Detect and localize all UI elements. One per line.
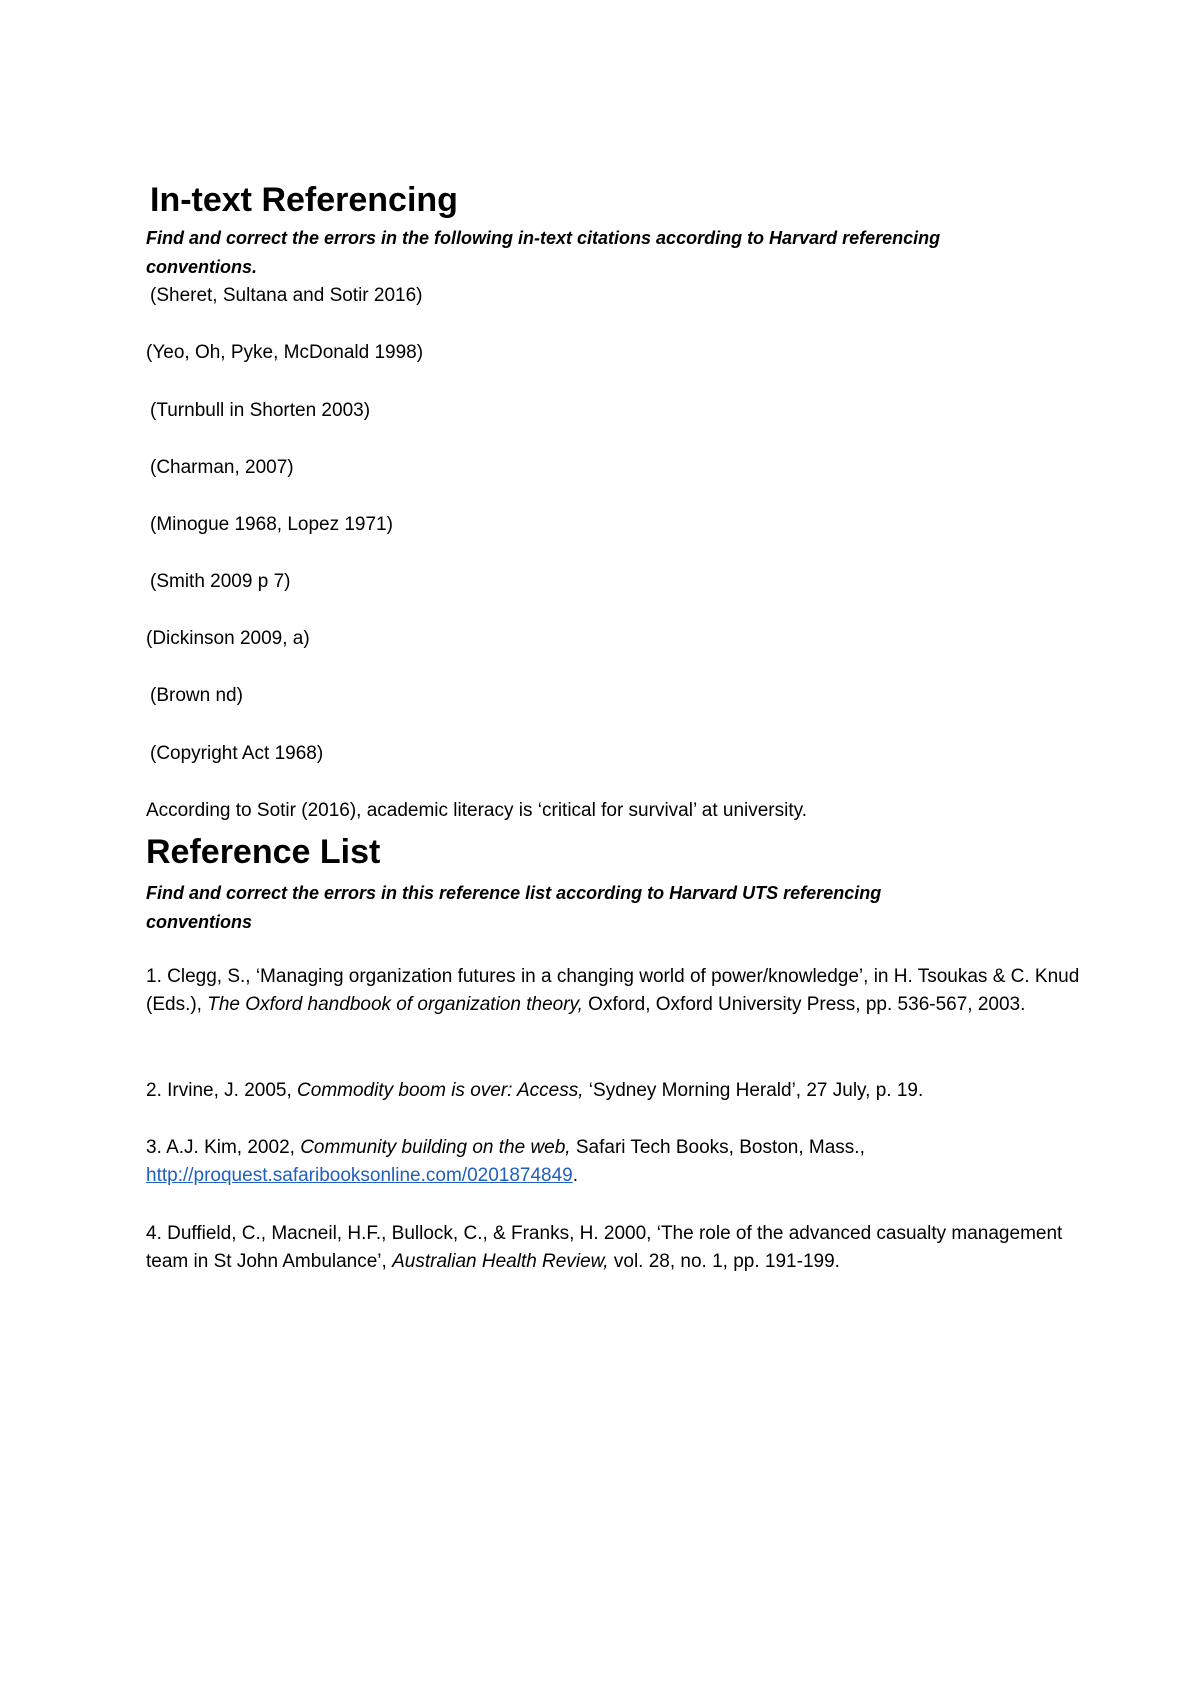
intext-instruction-line1: Find and correct the errors in the following in-text citations according to Harvard referencing	[146, 228, 941, 248]
reference-entry-2	[146, 1077, 1086, 1105]
reflist-instruction-line1: Find and correct the errors in this reference list according to Harvard UTS referencing	[146, 883, 882, 903]
reference-entry-3	[146, 1134, 1086, 1190]
reference-text: 3. A.J. Kim, 2002,	[146, 1137, 301, 1158]
reference-title: Community building on the web,	[300, 1137, 571, 1158]
reference-title: The Oxford handbook of organization theory,	[207, 994, 583, 1015]
intext-instruction-line2: conventions.	[146, 257, 258, 277]
reference-title: Commodity boom is over: Access,	[297, 1080, 584, 1101]
reference-text: ‘Sydney Morning Herald’, 27 July, p. 19.	[583, 1080, 924, 1101]
reference-entry-1	[146, 963, 1086, 1019]
reference-text: Safari Tech Books, Boston, Mass.,	[570, 1137, 865, 1158]
intext-sentence: According to Sotir (2016), academic literacy is ‘critical for survival’ at university.	[146, 800, 808, 821]
reference-text: .	[572, 1165, 579, 1186]
citation-item: (Smith 2009 p 7)	[150, 571, 291, 592]
citation-item: (Dickinson 2009, a)	[146, 628, 310, 649]
reference-text: 2. Irvine, J. 2005,	[146, 1080, 298, 1101]
citation-item: (Brown nd)	[150, 685, 243, 706]
citation-item: (Turnbull in Shorten 2003)	[150, 400, 371, 421]
reflist-instruction-line2: conventions	[146, 912, 253, 932]
citation-item: (Minogue 1968, Lopez 1971)	[150, 514, 393, 535]
reference-text: Oxford, Oxford University Press, pp. 536-567, 2003.	[582, 994, 1026, 1015]
reflist-heading: Reference List	[146, 833, 381, 871]
citation-item: (Yeo, Oh, Pyke, McDonald 1998)	[146, 342, 424, 363]
reference-entry-4	[146, 1220, 1086, 1276]
citation-item: (Copyright Act 1968)	[150, 743, 324, 764]
reference-title: Australian Health Review,	[392, 1251, 609, 1272]
citation-item: (Charman, 2007)	[150, 457, 294, 478]
reference-text: vol. 28, no. 1, pp. 191-199.	[608, 1251, 840, 1272]
intext-heading: In-text Referencing	[150, 181, 458, 219]
reference-text: 4. Duffield, C., Macneil, H.F., Bullock, C., & Franks, H. 2000, ‘The role of the advanced casualty management team in St John Ambulance’,	[146, 1223, 1063, 1272]
reference-link[interactable]: http://proquest.safaribooksonline.com/0201874849	[146, 1165, 573, 1186]
reference-text: 1. Clegg, S., ‘Managing organization futures in a changing world of power/knowledge’, in H. Tsoukas & C. Knud (Eds.),	[146, 966, 1080, 1015]
citation-item: (Sheret, Sultana and Sotir 2016)	[150, 285, 423, 306]
